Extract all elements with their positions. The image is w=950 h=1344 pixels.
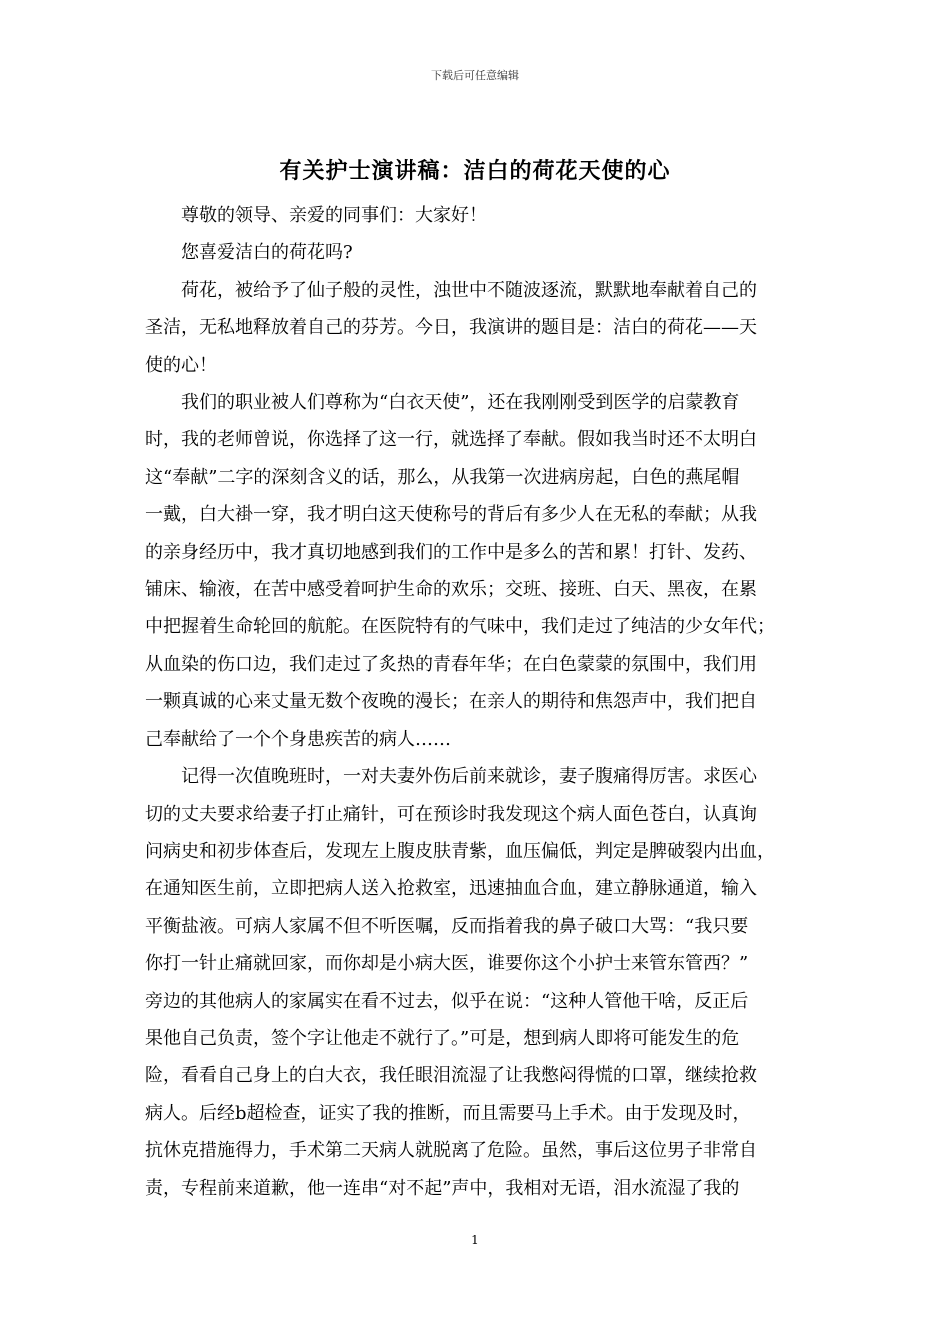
text-line: 我们的职业被人们尊称为“白衣天使”，还在我刚刚受到医学的启蒙教育 <box>181 392 740 414</box>
text-line: 问病史和初步体查后，发现左上腹皮肤青紫，血压偏低，判定是脾破裂内出血， <box>145 840 775 862</box>
document-title: 有关护士演讲稿：洁白的荷花天使的心 <box>279 158 671 184</box>
text-line: 从血染的伤口边，我们走过了炙热的青春年华；在白色蒙蒙的氛围中，我们用 <box>145 653 757 675</box>
text-line: 责，专程前来道歉，他一连串“对不起”声中，我相对无语，泪水流湿了我的 <box>145 1177 740 1199</box>
text-line: 这“奉献”二字的深刻含义的话，那么，从我第一次进病房起，白色的燕尾帽 <box>145 466 740 488</box>
text-line: 平衡盐液。可病人家属不但不听医嘱，反而指着我的鼻子破口大骂：“我只要 <box>145 915 749 937</box>
page-header: 下载后可任意编辑 <box>431 69 519 82</box>
text-line: 抗休克措施得力，手术第二天病人就脱离了危险。虽然，事后这位男子非常自 <box>145 1140 757 1162</box>
text-line: 中把握着生命轮回的航舵。在医院特有的气味中，我们走过了纯洁的少女年代； <box>145 616 775 638</box>
text-line: 己奉献给了一个个身患疾苦的病人…… <box>145 728 451 750</box>
text-line: 您喜爱洁白的荷花吗? <box>181 242 353 264</box>
paragraph <box>145 234 807 271</box>
text-line: 在通知医生前，立即把病人送入抢救室，迅速抽血合血，建立静脉通道，输入 <box>145 878 757 900</box>
text-line: 荷花，被给予了仙子般的灵性，浊世中不随波逐流，默默地奉献着自己的 <box>181 279 757 301</box>
paragraph <box>145 272 807 384</box>
text-line: 的亲身经历中，我才真切地感到我们的工作中是多么的苦和累！打针、发药、 <box>145 541 757 563</box>
text-line: 旁边的其他病人的家属实在看不过去，似乎在说：“这种人管他干啥，反正后 <box>145 990 749 1012</box>
page-number: 1 <box>471 1233 479 1247</box>
text-line: 险，看看自己身上的白大衣，我任眼泪流湿了让我憋闷得慌的口罩，继续抢救 <box>145 1065 757 1087</box>
text-line: 时，我的老师曾说，你选择了这一行，就选择了奉献。假如我当时还不太明白 <box>145 429 757 451</box>
text-line: 果他自己负责，签个字让他走不就行了。”可是，想到病人即将可能发生的危 <box>145 1027 740 1049</box>
text-line: 铺床、输液，在苦中感受着呵护生命的欢乐；交班、接班、白天、黑夜，在累 <box>145 579 757 601</box>
text-line: 一戴，白大褂一穿，我才明白这天使称号的背后有多少人在无私的奉献；从我 <box>145 504 757 526</box>
text-line: 你打一针止痛就回家，而你却是小病大医，谁要你这个小护士来管东管西？” <box>145 953 749 975</box>
text-line: 病人。后经b超检查，证实了我的推断，而且需要马上手术。由于发现及时， <box>145 1102 751 1124</box>
text-line: 使的心！ <box>145 354 217 376</box>
text-line: 记得一次值晚班时，一对夫妻外伤后前来就诊，妻子腹痛得厉害。求医心 <box>181 766 757 788</box>
paragraph <box>145 758 807 1207</box>
text-line: 一颗真诚的心来丈量无数个夜晚的漫长；在亲人的期待和焦怨声中，我们把自 <box>145 691 757 713</box>
text-line: 切的丈夫要求给妻子打止痛针，可在预诊时我发现这个病人面色苍白，认真询 <box>145 803 757 825</box>
paragraph <box>145 197 807 234</box>
document-body <box>145 197 807 1207</box>
text-line: 尊敬的领导、亲爱的同事们：大家好！ <box>181 205 487 226</box>
text-line: 圣洁，无私地释放着自己的芬芳。今日，我演讲的题目是：洁白的荷花——天 <box>145 317 757 339</box>
paragraph <box>145 384 807 758</box>
